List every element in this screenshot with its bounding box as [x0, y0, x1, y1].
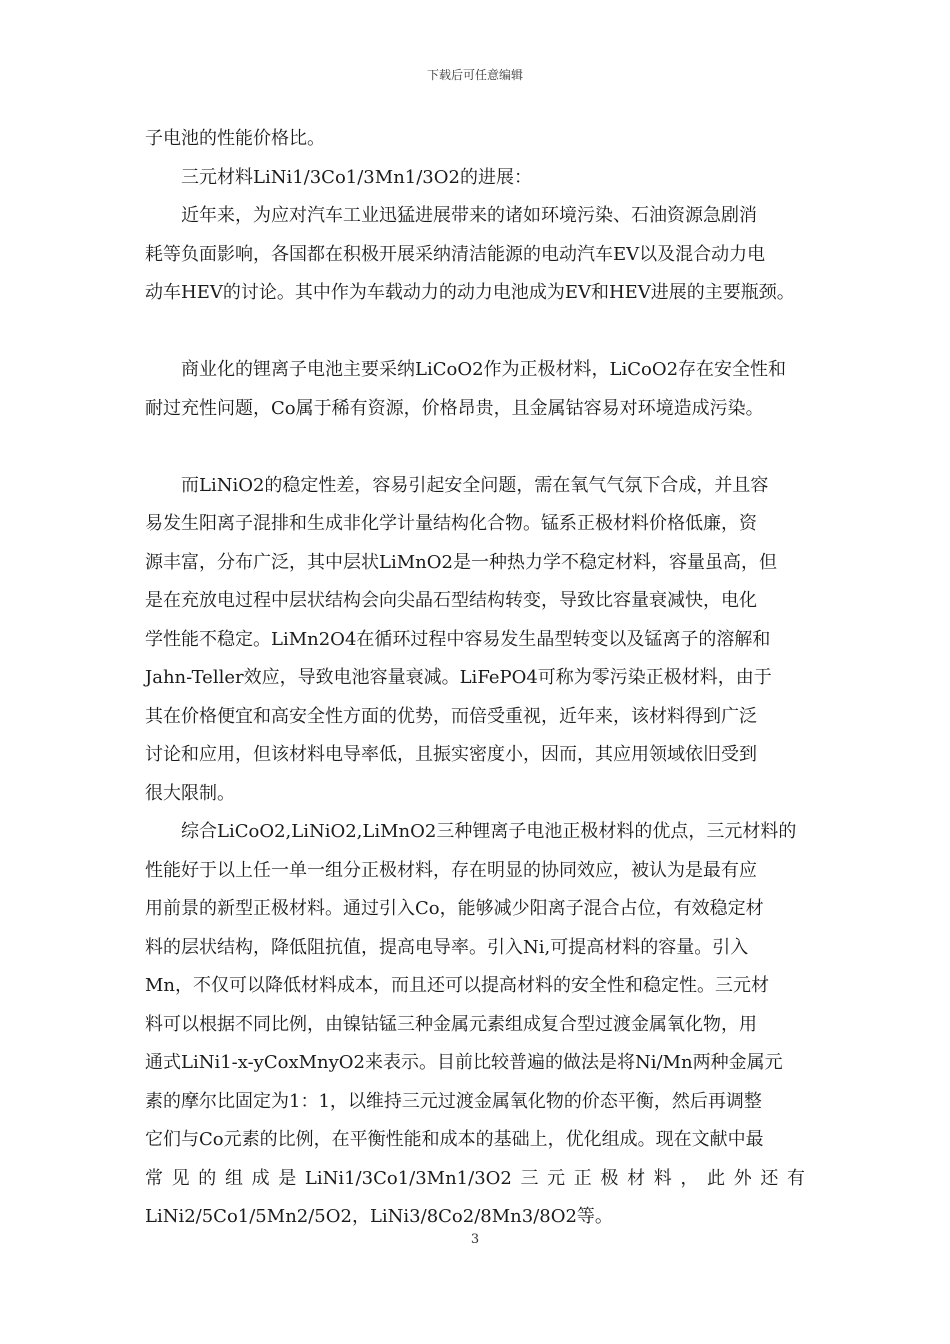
- text-line: 讨论和应用，但该材料电导率低，且振实密度小，因而，其应用领域依旧受到: [145, 744, 757, 765]
- text-line: 学性能不稳定。LiMn2O4在循环过程中容易发生晶型转变以及锰离子的溶解和: [145, 628, 771, 650]
- text-line: 性能好于以上任一单一组分正极材料，存在明显的协同效应，被认为是最有应: [145, 859, 757, 881]
- text-line: 商业化的锂离子电池主要采纳LiCoO2作为正极材料，LiCoO2存在安全性和: [181, 359, 787, 380]
- text-line: 耐过充性问题，Co属于稀有资源，价格昂贵，且金属钴容易对环境造成污染。: [145, 397, 764, 419]
- text-line: 源丰富，分布广泛，其中层状LiMnO2是一种热力学不稳定材料，容量虽高，但: [145, 551, 777, 573]
- page-header: 下载后可任意编辑: [426, 68, 523, 82]
- text-line: LiNi2/5Co1/5Mn2/5O2，LiNi3/8Co2/8Mn3/8O2等。: [145, 1206, 613, 1227]
- text-line: 它们与Co元素的比例，在平衡性能和成本的基础上，优化组成。现在文献中最: [145, 1129, 764, 1150]
- text-line: 是在充放电过程中层状结构会向尖晶石型结构转变，导致比容量衰减快，电化: [145, 590, 757, 611]
- paragraph-gap: [145, 313, 805, 352]
- document-body: [145, 120, 805, 1237]
- text-line: 其在价格便宜和高安全性方面的优势，而倍受重视，近年来，该材料得到广泛: [145, 705, 757, 727]
- text-line: 常见的组成是LiNi1/3Co1/3Mn1/3O2三元正极材料，此外还有: [145, 1167, 805, 1189]
- text-line: 很大限制。: [145, 782, 235, 804]
- text-line: 用前景的新型正极材料。通过引入Co，能够减少阳离子混合占位，有效稳定材: [145, 898, 764, 919]
- text-line: Jahn-Teller效应，导致电池容量衰减。LiFePO4可称为零污染正极材料，由于: [145, 667, 772, 688]
- text-line: 综合LiCoO2,LiNiO2,LiMnO2三种锂离子电池正极材料的优点，三元材料的: [181, 821, 797, 842]
- text-line: 近年来，为应对汽车工业迅猛进展带来的诸如环境污染、石油资源急剧消: [181, 205, 757, 226]
- text-line: 耗等负面影响，各国都在积极开展采纳清洁能源的电动汽车EV以及混合动力电: [145, 243, 766, 265]
- text-line: 子电池的性能价格比。: [145, 128, 325, 149]
- text-line: 动车HEV的讨论。其中作为车载动力的动力电池成为EV和HEV进展的主要瓶颈。: [145, 282, 795, 303]
- text-line: 素的摩尔比固定为1：1，以维持三元过渡金属氧化物的价态平衡，然后再调整: [145, 1090, 762, 1112]
- section-heading: 三元材料LiNi1/3Co1/3Mn1/3O2的进展：: [181, 166, 532, 188]
- page-number: 3: [470, 1232, 480, 1247]
- paragraph-gap: [145, 428, 805, 467]
- text-line: Mn，不仅可以降低材料成本，而且还可以提高材料的安全性和稳定性。三元材: [145, 975, 770, 996]
- text-line: 通式LiNi1-x-yCoxMnyO2来表示。目前比较普遍的做法是将Ni/Mn两种金属元: [145, 1052, 783, 1073]
- text-line: 料的层状结构，降低阻抗值，提高电导率。引入Ni,可提高材料的容量。引入: [145, 936, 749, 958]
- text-line: 易发生阳离子混排和生成非化学计量结构化合物。锰系正极材料价格低廉，资: [145, 513, 757, 534]
- text-line: 而LiNiO2的稳定性差，容易引起安全问题，需在氧气气氛下合成，并且容: [181, 474, 769, 496]
- text-line: 料可以根据不同比例，由镍钴锰三种金属元素组成复合型过渡金属氧化物，用: [145, 1013, 757, 1035]
